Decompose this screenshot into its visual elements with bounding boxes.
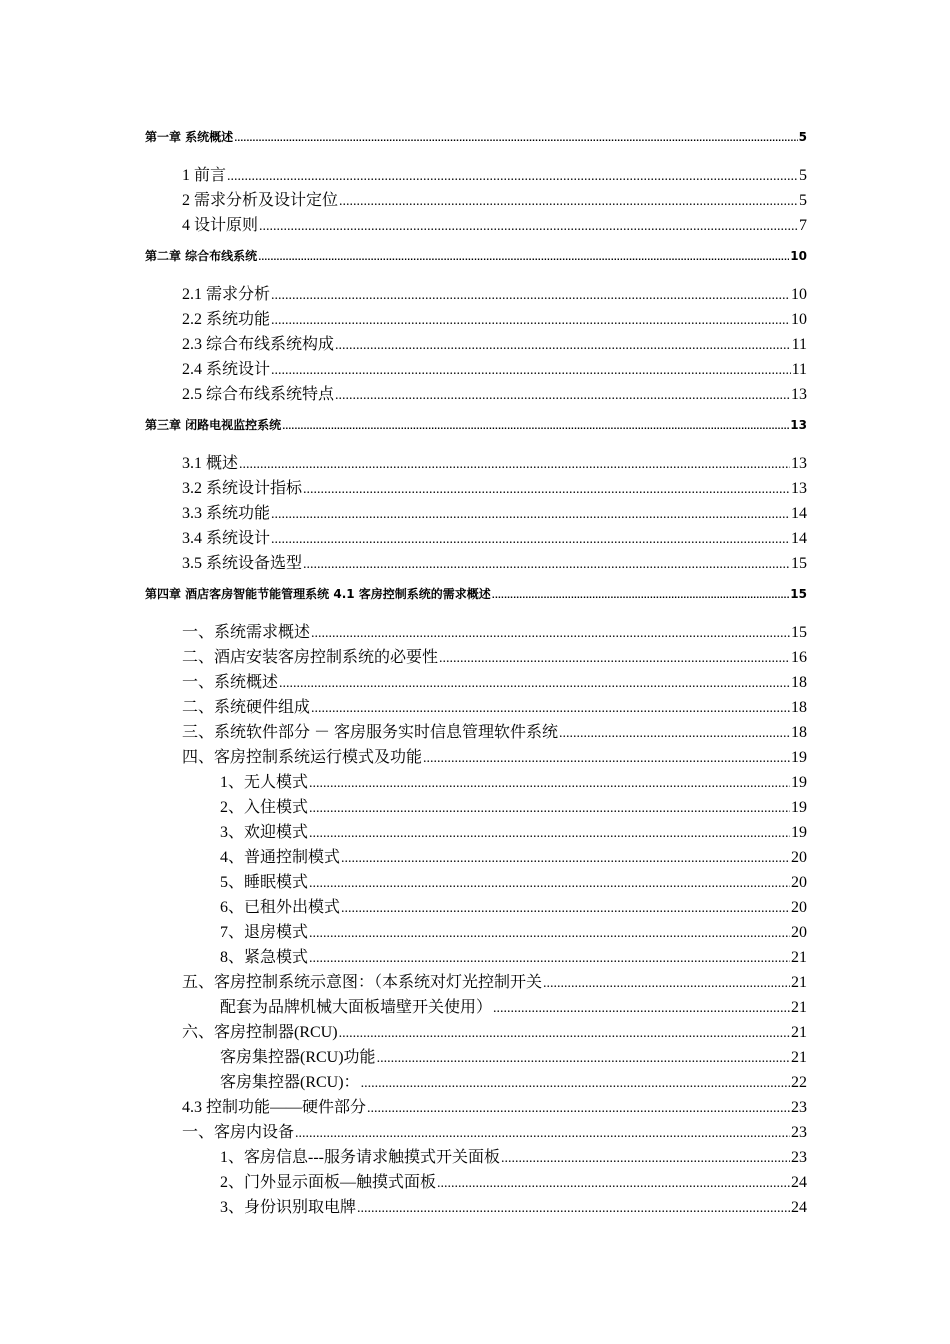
dot-leader: [439, 651, 790, 667]
toc-entry[interactable]: [182, 969, 807, 992]
toc-entry-page: 10: [790, 249, 807, 263]
dot-leader: [309, 926, 790, 942]
toc-entry-label: 五、客房控制系统示意图：（本系统对灯光控制开关: [182, 974, 543, 991]
toc-entry-label: 一、系统需求概述: [182, 624, 311, 641]
toc-entry-label: 1、无人模式: [220, 774, 309, 791]
dot-leader: [279, 676, 790, 692]
toc-entry[interactable]: [220, 1044, 807, 1067]
toc-entry-page: 19: [791, 799, 807, 816]
toc-entry[interactable]: [182, 1019, 807, 1042]
dot-leader: [271, 532, 790, 548]
toc-entry-label: 2、入住模式: [220, 799, 309, 816]
toc-entry-label: 2.1 需求分析: [182, 286, 271, 303]
toc-entry-label: 二、系统硬件组成: [182, 699, 311, 716]
toc-entry-chapter[interactable]: [145, 128, 807, 145]
toc-entry-page: 11: [791, 361, 807, 378]
dot-leader: [239, 457, 790, 473]
dot-leader: [271, 313, 790, 329]
toc-entry-label: 客房集控器(RCU)功能: [220, 1049, 376, 1066]
toc-entry-label: 第三章 闭路电视监控系统: [145, 418, 282, 432]
toc-entry-page: 18: [791, 724, 807, 741]
toc-entry-label: 3.2 系统设计指标: [182, 480, 303, 497]
toc-entry-label: 4、普通控制模式: [220, 849, 341, 866]
dot-leader: [303, 482, 790, 498]
toc-entry[interactable]: [220, 844, 807, 867]
toc-entry-page: 14: [791, 505, 807, 522]
toc-entry-chapter[interactable]: [145, 247, 807, 264]
toc-entry-label: 3.1 概述: [182, 455, 239, 472]
toc-entry[interactable]: [182, 550, 807, 573]
toc-entry-label: 2 需求分析及设计定位: [182, 192, 339, 209]
toc-entry-label: 2.3 综合布线系统构成: [182, 336, 335, 353]
dot-leader: [309, 951, 790, 967]
toc-entry-page: 13: [790, 418, 807, 432]
toc-entry[interactable]: [220, 1169, 807, 1192]
toc-entry[interactable]: [182, 500, 807, 523]
toc-entry-label: 2.2 系统功能: [182, 311, 271, 328]
toc-entry-page: 20: [791, 899, 807, 916]
toc-entry[interactable]: [182, 525, 807, 548]
toc-entry-page: 20: [791, 849, 807, 866]
dot-leader: [309, 776, 790, 792]
dot-leader: [493, 1001, 790, 1017]
dot-leader: [341, 851, 790, 867]
dot-leader: [377, 1051, 790, 1067]
dot-leader: [295, 1126, 790, 1142]
toc-entry[interactable]: [182, 306, 807, 329]
toc-entry-label: 3、欢迎模式: [220, 824, 309, 841]
toc-entry-label: 第二章 综合布线系统: [145, 249, 258, 263]
dot-leader: [339, 1026, 790, 1042]
dot-leader: [227, 169, 798, 185]
dot-leader: [259, 219, 798, 235]
toc-entry-page: 20: [791, 874, 807, 891]
dot-leader: [234, 134, 797, 143]
toc-entry-page: 13: [791, 386, 807, 403]
toc-entry-page: 19: [791, 774, 807, 791]
toc-entry[interactable]: [220, 1144, 807, 1167]
toc-entry-label: 6、已租外出模式: [220, 899, 341, 916]
toc-entry-label: 8、紧急模式: [220, 949, 309, 966]
dot-leader: [339, 194, 798, 210]
toc-entry-page: 10: [791, 286, 807, 303]
toc-entry[interactable]: [182, 281, 807, 304]
toc-entry[interactable]: [182, 619, 807, 642]
dot-leader: [423, 751, 790, 767]
toc-entry[interactable]: [220, 994, 807, 1017]
toc-entry[interactable]: [182, 644, 807, 667]
toc-entry[interactable]: [182, 331, 807, 354]
toc-entry-page: 19: [791, 749, 807, 766]
toc-entry-label: 3.4 系统设计: [182, 530, 271, 547]
dot-leader: [271, 363, 791, 379]
toc-entry[interactable]: [220, 769, 807, 792]
dot-leader: [303, 557, 790, 573]
toc-entry-page: 15: [791, 555, 807, 572]
dot-leader: [559, 726, 790, 742]
toc-entry-page: 13: [791, 480, 807, 497]
toc-entry-label: 3.3 系统功能: [182, 505, 271, 522]
toc-entry-page: 23: [791, 1149, 807, 1166]
toc-entry-page: 18: [791, 674, 807, 691]
toc-entry-label: 第一章 系统概述: [145, 130, 234, 144]
dot-leader: [258, 253, 789, 262]
toc-entry-page: 5: [799, 167, 807, 184]
toc-entry-page: 15: [790, 587, 807, 601]
dot-leader: [492, 591, 790, 600]
toc-entry-label: 3、身份识别取电牌: [220, 1199, 357, 1216]
toc-entry-page: 19: [791, 824, 807, 841]
toc-entry-label: 3.5 系统设备选型: [182, 555, 303, 572]
toc-entry-page: 14: [791, 530, 807, 547]
toc-entry-page: 23: [791, 1124, 807, 1141]
dot-leader: [311, 626, 790, 642]
toc-entry-page: 5: [798, 130, 807, 144]
toc-entry[interactable]: [182, 744, 807, 767]
toc-entry[interactable]: [182, 187, 807, 210]
toc-entry-label: 六、客房控制器(RCU): [182, 1024, 338, 1041]
toc-entry[interactable]: [220, 944, 807, 967]
dot-leader: [271, 507, 790, 523]
dot-leader: [357, 1201, 790, 1217]
dot-leader: [282, 422, 789, 431]
toc-entry-label: 第四章 酒店客房智能节能管理系统 4.1 客房控制系统的需求概述: [145, 587, 491, 601]
dot-leader: [501, 1151, 790, 1167]
toc-entry-page: 5: [799, 192, 807, 209]
toc-entry-page: 11: [791, 336, 807, 353]
dot-leader: [311, 701, 790, 717]
toc-entry-label: 4.3 控制功能——硬件部分: [182, 1099, 367, 1116]
toc-entry-page: 20: [791, 924, 807, 941]
toc-entry[interactable]: [182, 694, 807, 717]
toc-entry[interactable]: [182, 450, 807, 473]
toc-entry-label: 2、门外显示面板—触摸式面板: [220, 1174, 437, 1191]
toc-entry-page: 23: [791, 1099, 807, 1116]
toc-entry-label: 1 前言: [182, 167, 227, 184]
toc-entry[interactable]: [220, 919, 807, 942]
toc-entry-chapter[interactable]: [145, 416, 807, 433]
toc-entry[interactable]: [182, 669, 807, 692]
toc-entry[interactable]: [182, 1119, 807, 1142]
toc-entry-page: 24: [791, 1199, 807, 1216]
toc-entry-label: 配套为品牌机械大面板墙壁开关使用）: [220, 999, 493, 1016]
toc-entry-label: 2.5 综合布线系统特点: [182, 386, 335, 403]
toc-entry[interactable]: [182, 356, 807, 379]
dot-leader: [367, 1101, 790, 1117]
toc-entry[interactable]: [220, 1194, 807, 1217]
toc-entry[interactable]: [220, 894, 807, 917]
dot-leader: [361, 1076, 790, 1092]
toc-entry-chapter[interactable]: [145, 585, 807, 602]
dot-leader: [335, 388, 790, 404]
toc-entry[interactable]: [182, 381, 807, 404]
toc-entry-label: 7、退房模式: [220, 924, 309, 941]
dot-leader: [309, 876, 790, 892]
dot-leader: [437, 1176, 790, 1192]
toc-entry-label: 二、酒店安装客房控制系统的必要性: [182, 649, 439, 666]
dot-leader: [309, 801, 790, 817]
toc-entry-page: 18: [791, 699, 807, 716]
toc-entry-page: 15: [791, 624, 807, 641]
toc-entry-label: 一、系统概述: [182, 674, 279, 691]
dot-leader: [271, 288, 790, 304]
toc-entry-page: 16: [791, 649, 807, 666]
toc-entry-label: 2.4 系统设计: [182, 361, 271, 378]
dot-leader: [543, 976, 790, 992]
toc-entry[interactable]: [182, 1094, 807, 1117]
toc-entry-page: 22: [791, 1074, 807, 1091]
toc-entry-page: 24: [791, 1174, 807, 1191]
toc-entry-page: 21: [791, 1024, 807, 1041]
dot-leader: [309, 826, 790, 842]
toc-entry-page: 10: [791, 311, 807, 328]
toc-entry-label: 三、系统软件部分 － 客房服务实时信息管理软件系统: [182, 724, 559, 741]
toc-entry-label: 客房集控器(RCU)：: [220, 1074, 360, 1091]
toc-entry[interactable]: [220, 819, 807, 842]
toc-entry[interactable]: [220, 1069, 807, 1092]
toc-entry-page: 21: [791, 1049, 807, 1066]
toc-entry-label: 5、睡眠模式: [220, 874, 309, 891]
toc-entry-page: 21: [791, 974, 807, 991]
toc-entry-page: 13: [791, 455, 807, 472]
toc-entry-page: 21: [791, 999, 807, 1016]
toc-entry-label: 四、客房控制系统运行模式及功能: [182, 749, 423, 766]
toc-entry-label: 一、客房内设备: [182, 1124, 295, 1141]
toc-entry[interactable]: [220, 794, 807, 817]
toc-entry[interactable]: [182, 212, 807, 235]
toc-entry-label: 1、客房信息---服务请求触摸式开关面板: [220, 1149, 500, 1166]
dot-leader: [335, 338, 791, 354]
toc-entry[interactable]: [220, 869, 807, 892]
toc-entry-page: 21: [791, 949, 807, 966]
toc-entry-label: 4 设计原则: [182, 217, 259, 234]
dot-leader: [341, 901, 790, 917]
toc-entry[interactable]: [182, 162, 807, 185]
toc-entry-page: 7: [799, 217, 807, 234]
toc-entry[interactable]: [182, 475, 807, 498]
toc-entry[interactable]: [182, 719, 807, 742]
